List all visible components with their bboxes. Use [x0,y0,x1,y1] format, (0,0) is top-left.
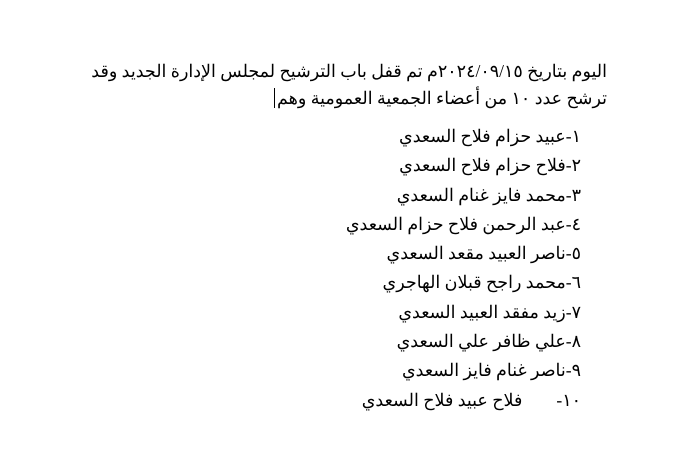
item-name: ناصر العبيد مقعد السعدي [386,243,566,264]
item-separator: - [565,126,572,146]
list-item [346,386,581,415]
list-item [346,151,581,180]
item-number: ٩ [571,360,581,381]
item-separator: - [565,155,572,176]
list-item [346,356,581,385]
intro-paragraph [47,58,607,112]
item-separator: - [565,184,572,205]
item-name: عبد الرحمن فلاح حزام السعدي [345,213,566,234]
item-separator: - [565,272,572,293]
list-item [346,327,581,356]
item-number: ٢ [571,155,581,176]
list-item [346,210,581,239]
list-item [346,181,581,210]
item-number: ٧ [571,301,581,322]
list-item [346,122,581,151]
item-name: محمد فايز غنام السعدي [396,184,566,205]
item-separator: - [565,301,572,322]
item-number: ٤ [571,213,581,234]
intro-line-1: اليوم بتاريخ ٢٠٢٤/٠٩/١٥م تم قفل باب الترشيح لمجلس الإدارة الجديد وقد [91,61,607,81]
item-number: ١ [571,126,581,146]
item-number: ٣ [571,184,581,205]
item-number: ٦ [571,272,581,293]
item-separator: - [565,360,572,381]
item-separator: - [565,213,572,234]
item-separator: - [565,331,572,352]
intro-line-2-text: ترشح عدد ١٠ من أعضاء الجمعية العمومية وهم [277,88,607,108]
item-name: عبيد حزام فلاح السعدي [399,126,566,146]
item-name: علي ظافر علي السعدي [396,331,566,352]
item-separator: - [556,389,563,410]
item-name: فلاح عبيد فلاح السعدي [361,389,523,410]
intro-line-2 [47,85,607,112]
item-name: زيد مفقد العبيد السعدي [398,301,566,322]
list-item [346,239,581,268]
text-cursor [274,88,275,108]
item-number: ٥ [571,243,581,264]
item-name: ناصر غنام فايز السعدي [401,360,566,381]
list-item [346,298,581,327]
item-separator: - [565,243,572,264]
item-number: ١٠ [562,389,581,410]
candidates-list [346,122,581,415]
item-name: محمد راجح قبلان الهاجري [382,272,566,293]
item-number: ٨ [571,331,581,352]
item-name: فلاح حزام فلاح السعدي [399,155,566,176]
list-item [346,268,581,297]
